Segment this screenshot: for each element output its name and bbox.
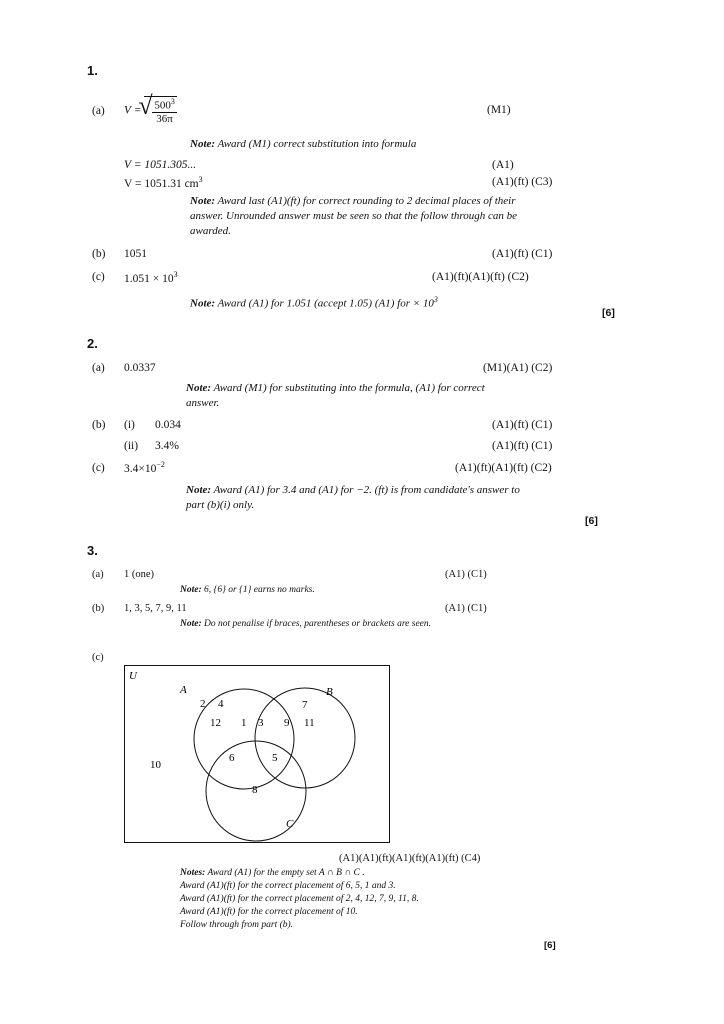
q2-b-i-answer: 0.034 — [155, 419, 181, 431]
venn-value-a-and-b: 3 — [258, 717, 264, 729]
q2-c-mark: (A1)(ft)(A1)(ft) (C2) — [455, 462, 552, 474]
venn-value-b-only: 9 — [284, 717, 290, 729]
q3-b-mark: (A1) (C1) — [445, 603, 487, 614]
q1-part-a-label: (a) — [92, 105, 105, 117]
q1-a-line2-mark: (A1) — [492, 159, 514, 171]
q1-a-numerator: 500 — [154, 99, 171, 112]
q3-b-answer: 1, 3, 5, 7, 9, 11 — [124, 603, 187, 614]
q1-a-note — [190, 137, 490, 152]
q1-part-b-label: (b) — [92, 248, 106, 260]
note-label: Note: — [186, 484, 212, 496]
note-label: Note: — [180, 619, 202, 629]
q3-a-mark: (A1) (C1) — [445, 569, 487, 580]
venn-value-a-only: 12 — [210, 717, 221, 729]
universe-label: U — [129, 670, 137, 682]
note-label: Note: — [180, 585, 202, 595]
note-label: Note: — [190, 297, 216, 310]
q3-c-note-4: Award (A1)(ft) for the correct placement of 10. — [180, 907, 358, 917]
q1-b-mark: (A1)(ft) (C1) — [492, 248, 553, 260]
q3-part-b-label: (b) — [92, 603, 105, 614]
q3-c-note-2: Award (A1)(ft) for the correct placement of 6, 5, 1 and 3. — [180, 881, 396, 891]
q1-a-fraction — [152, 97, 177, 125]
q1-a-line2: V = 1051.305... — [124, 159, 197, 171]
q1-part-c-label: (c) — [92, 271, 105, 283]
q3-c-note-1: Award (A1) for the empty set A ∩ B ∩ C . — [207, 868, 365, 878]
venn-value-a-only: 2 — [200, 698, 206, 710]
q1-c-note-exponent: 3 — [433, 295, 438, 304]
q1-c-answer-text: 1.051 × 10 — [124, 272, 174, 285]
set-b-label: B — [326, 686, 333, 698]
q3-c-note-3: Award (A1)(ft) for the correct placement of 2, 4, 12, 7, 9, 11, 8. — [180, 894, 419, 904]
q1-c-mark: (A1)(ft)(A1)(ft) (C2) — [432, 271, 529, 283]
note-label: Note: — [190, 138, 216, 150]
q1-a-line3-mark: (A1)(ft) (C3) — [492, 176, 553, 188]
q2-b-ii-mark: (A1)(ft) (C1) — [492, 440, 553, 452]
q2-total: [6] — [585, 515, 598, 527]
q1-c-note-text: Award (A1) for 1.051 (accept 1.05) (A1) for × 10 — [217, 297, 434, 310]
q3-c-mark: (A1)(A1)(ft)(A1)(ft)(A1)(ft) (C4) — [339, 853, 481, 864]
q2-c-answer — [124, 460, 165, 475]
venn-value-b-and-c: 5 — [272, 752, 278, 764]
q2-part-a-label: (a) — [92, 362, 105, 374]
q3-c-notes — [180, 867, 419, 932]
q3-a-note — [180, 583, 315, 598]
q1-a-line3-text: V = 1051.31 cm — [124, 177, 199, 190]
q2-part-b-label: (b) — [92, 419, 106, 431]
venn-value-b-only: 11 — [304, 717, 315, 729]
venn-diagram — [124, 665, 390, 843]
venn-value-b-only: 7 — [302, 699, 308, 711]
q1-c-note — [190, 292, 438, 312]
q3-total: [6] — [544, 940, 556, 951]
venn-value-a-and-c: 6 — [229, 752, 235, 764]
q1-b-answer: 1051 — [124, 248, 147, 260]
q1-a-note-text: Award (M1) correct substitution into formula — [217, 138, 417, 150]
venn-value-a-and-b: 1 — [241, 717, 247, 729]
question-2-number: 2. — [87, 336, 98, 351]
q3-b-note-text: Do not penalise if braces, parentheses or brackets are seen. — [204, 619, 432, 629]
q1-a-line3-exponent: 3 — [198, 175, 203, 184]
q2-c-answer-text: 3.4×10 — [124, 462, 157, 475]
q1-total: [6] — [602, 307, 615, 319]
q2-c-note — [186, 483, 526, 513]
q1-c-answer-exponent: 3 — [173, 270, 178, 279]
q2-b-i-label: (i) — [124, 419, 135, 431]
note-label: Note: — [186, 382, 212, 394]
q3-a-note-text: 6, {6} or {1} earns no marks. — [204, 585, 315, 595]
q1-a-mark: (M1) — [487, 104, 511, 116]
q2-a-note-text: Award (M1) for substituting into the formula, (A1) for correct answer. — [186, 382, 485, 409]
question-3-number: 3. — [87, 543, 98, 558]
q2-a-answer: 0.0337 — [124, 362, 156, 374]
q2-b-i-mark: (A1)(ft) (C1) — [492, 419, 553, 431]
q2-a-mark: (M1)(A1) (C2) — [483, 362, 553, 374]
q1-c-answer — [124, 270, 178, 285]
notes-label: Notes: — [180, 868, 206, 878]
q3-b-note — [180, 618, 460, 631]
universal-set-box — [125, 666, 390, 843]
q2-b-ii-answer: 3.4% — [155, 440, 179, 452]
question-1-number: 1. — [87, 63, 98, 78]
q3-part-a-label: (a) — [92, 569, 104, 580]
q1-a-line3 — [124, 175, 203, 190]
set-a-label: A — [180, 684, 187, 696]
square-root — [144, 96, 177, 125]
q2-a-note — [186, 381, 506, 411]
q2-c-answer-exponent: −2 — [156, 460, 165, 469]
note-label: Note: — [190, 195, 216, 207]
q3-c-note-5: Follow through from part (b). — [180, 920, 294, 930]
venn-value-c-only: 8 — [252, 784, 258, 796]
q3-a-answer: 1 (one) — [124, 569, 155, 580]
q2-b-ii-label: (ii) — [124, 440, 139, 452]
q3-part-c-label: (c) — [92, 652, 104, 663]
q2-c-note-text: Award (A1) for 3.4 and (A1) for −2. (ft) is from candidate's answer to part (b)(i) only. — [186, 484, 520, 511]
q1-a-note2 — [190, 194, 520, 239]
q2-part-c-label: (c) — [92, 462, 105, 474]
q1-a-denominator: 36π — [156, 112, 173, 125]
q1-a-note2-text: Award last (A1)(ft) for correct rounding to 2 decimal places of their answer. Unrounded answer must be seen so that the follow through can be awarded. — [190, 195, 518, 237]
set-c-label: C — [286, 818, 294, 830]
venn-value-a-only: 4 — [218, 698, 224, 710]
q1-a-formula-lhs: V = — [124, 104, 142, 117]
q1-a-formula — [124, 96, 177, 125]
q1-a-numerator-exponent: 3 — [170, 97, 175, 106]
venn-value-outside: 10 — [150, 759, 161, 771]
